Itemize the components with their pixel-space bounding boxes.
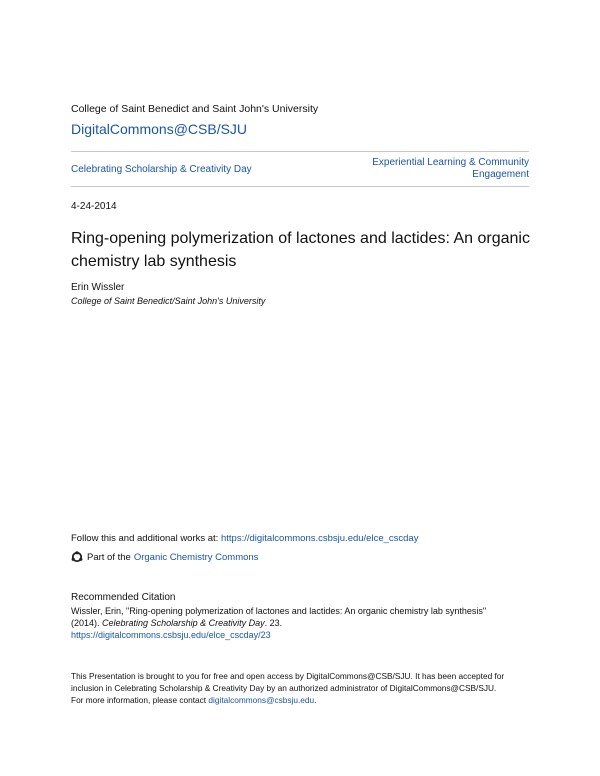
- network-icon: [71, 551, 83, 563]
- author-affiliation: College of Saint Benedict/Saint John's University: [71, 296, 266, 306]
- follow-url-link[interactable]: https://digitalcommons.csbsju.edu/elce_cscday: [220, 533, 419, 544]
- contact-email-link[interactable]: digitalcommons@csbsju.edu: [208, 695, 315, 705]
- citation-venue: Celebrating Scholarship & Creativity Day: [102, 618, 265, 628]
- publication-date: 4-24-2014: [71, 201, 117, 212]
- access-notice-line2: inclusion in Celebrating Scholarship & Creativity Day by an authorized administrator of DigitalCommons@CSB/SJU.: [71, 683, 497, 693]
- part-of-prefix: Part of the: [87, 551, 131, 563]
- parent-collection-line2: Engagement: [472, 169, 529, 180]
- citation-line2: (2014). Celebrating Scholarship & Creativity Day. 23.: [71, 618, 283, 628]
- collection-link[interactable]: Celebrating Scholarship & Creativity Day: [71, 164, 252, 175]
- citation-heading: Recommended Citation: [71, 592, 176, 603]
- access-notice-line3: For more information, please contact digitalcommons@csbsju.edu.: [71, 695, 317, 705]
- divider-bottom: [71, 186, 529, 187]
- parent-collection-link[interactable]: [329, 157, 529, 181]
- follow-works-line: [71, 533, 418, 544]
- site-name-link[interactable]: DigitalCommons@CSB/SJU: [71, 121, 248, 137]
- citation-url-link[interactable]: https://digitalcommons.csbsju.edu/elce_cscday/23: [71, 630, 271, 640]
- part-of-line: [71, 551, 258, 563]
- institution-name: College of Saint Benedict and Saint John's University: [71, 103, 319, 115]
- parent-collection-line1: Experiential Learning & Community: [372, 157, 529, 168]
- access-notice: [71, 670, 541, 706]
- author-name: Erin Wissler: [71, 282, 125, 293]
- organic-chemistry-commons-link[interactable]: Organic Chemistry Commons: [133, 551, 259, 563]
- citation-body: [71, 605, 541, 641]
- paper-title: Ring-opening polymerization of lactones and lactides: An organic chemistry lab synthesis: [71, 230, 530, 270]
- citation-line1: Wissler, Erin, "Ring-opening polymerization of lactones and lactides: An organic chemistry lab synthesis": [71, 606, 487, 616]
- follow-text: Follow this and additional works at:: [71, 533, 221, 544]
- divider-top: [71, 151, 529, 152]
- access-notice-line1: This Presentation is brought to you for free and open access by DigitalCommons@CSB/SJU. It has been accepted for: [71, 671, 505, 681]
